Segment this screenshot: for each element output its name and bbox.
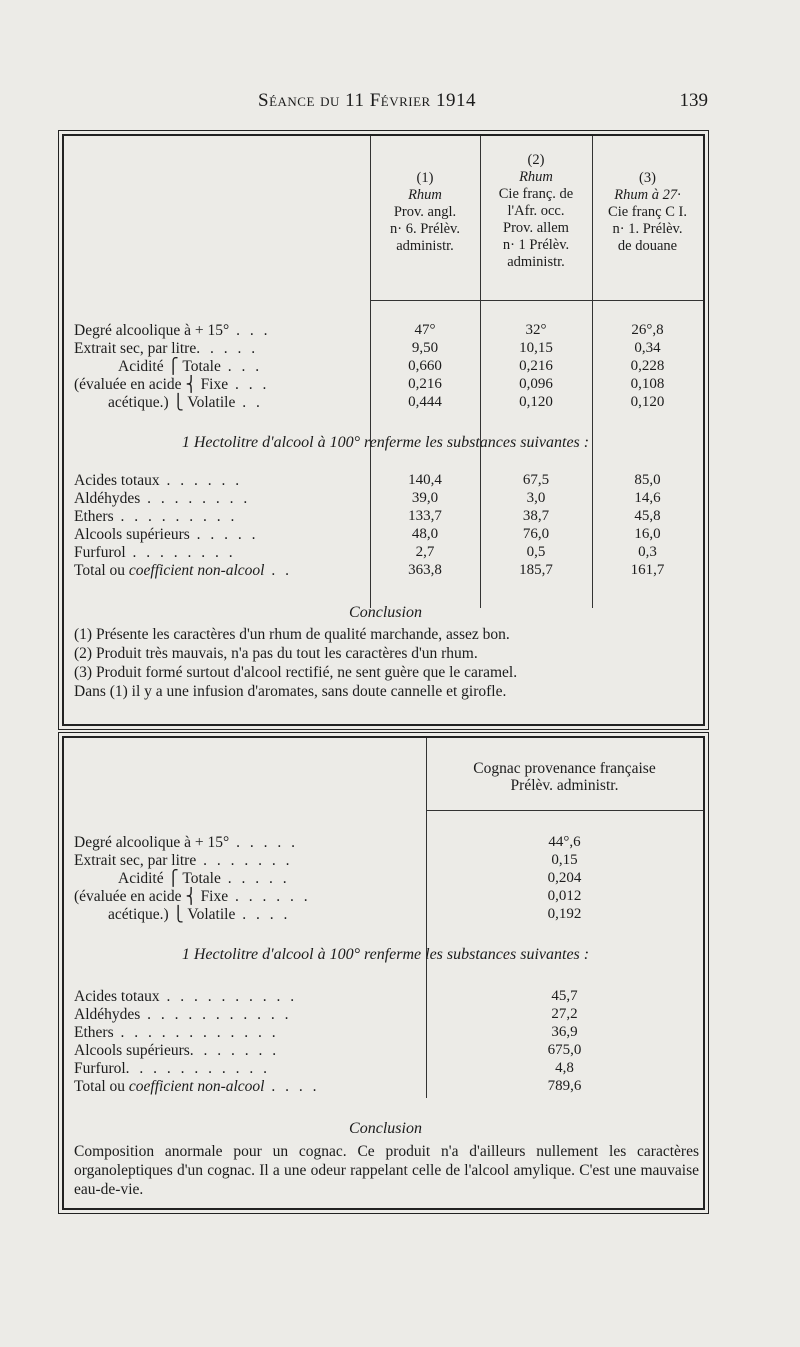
conclusion-line: (2) Produit très mauvais, n'a pas du tout les caractères d'un rhum. <box>74 645 478 662</box>
row-label: Acidité ⎧ Totale . . . <box>118 357 263 375</box>
cell-value: 0,096 <box>519 376 553 392</box>
cell-value: 47° <box>414 322 436 338</box>
cell-value: 0,5 <box>526 544 546 560</box>
cell-value: 4,8 <box>555 1060 574 1076</box>
conclusion-title: Conclusion <box>349 604 422 621</box>
cell-value: 0,444 <box>408 394 442 410</box>
cell-value: 3,0 <box>526 490 546 506</box>
row-label: Alcools supérieurs. . . . . . . <box>74 1042 280 1059</box>
cell-value: 9,50 <box>411 340 439 356</box>
cell-value: 0,15 <box>551 852 578 868</box>
row-label: (évaluée en acide ⎨ Fixe . . . . . . <box>74 887 311 905</box>
cell-value: 27,2 <box>551 1006 578 1022</box>
header-rule <box>426 810 703 811</box>
cell-value: 0,3 <box>638 544 657 560</box>
cell-value: 32° <box>525 322 547 338</box>
cell-value: 26°,8 <box>631 322 664 338</box>
row-label: Extrait sec, par litre . . . . . . . <box>74 852 293 869</box>
cell-value: 14,6 <box>634 490 661 506</box>
cell-value: 185,7 <box>519 562 553 578</box>
cell-value: 85,0 <box>634 472 661 488</box>
cell-value: 0,34 <box>634 340 661 356</box>
row-label: Aldéhydes . . . . . . . . . . . <box>74 1006 292 1023</box>
cell-value: 0,192 <box>547 906 582 922</box>
conclusion-line: Dans (1) il y a une infusion d'aromates, sans doute cannelle et girofle. <box>74 683 507 700</box>
row-label: (évaluée en acide ⎨ Fixe . . . <box>74 375 270 393</box>
cell-value: 789,6 <box>547 1078 582 1094</box>
row-label: Acides totaux . . . . . . <box>74 472 243 489</box>
cell-value: 0,120 <box>519 394 553 410</box>
cell-value: 39,0 <box>411 490 439 506</box>
cognac-table <box>62 736 705 1210</box>
row-label: Degré alcoolique à + 15° . . . <box>74 322 271 339</box>
cell-value: 161,7 <box>630 562 665 578</box>
cell-value: 38,7 <box>522 508 550 524</box>
section-subtitle: 1 Hectolitre d'alcool à 100° renferme les substances suivantes : <box>181 434 590 451</box>
cell-value: 0,012 <box>547 888 582 904</box>
cell-value: 45,7 <box>551 988 578 1004</box>
conclusion-line: (3) Produit formé surtout d'alcool rectifié, ne sent guère que le caramel. <box>74 664 518 681</box>
row-label: Acidité ⎧ Totale . . . . . <box>118 869 290 887</box>
page-number: 139 <box>679 90 708 111</box>
cell-value: 76,0 <box>522 526 550 542</box>
cell-value: 0,204 <box>547 870 582 886</box>
row-label: acétique.) ⎩ Volatile . . <box>108 393 263 411</box>
row-label: Furfurol. . . . . . . . . . . <box>74 1060 271 1077</box>
cell-value: 0,660 <box>408 358 442 374</box>
cell-value: 44°,6 <box>548 834 581 850</box>
cell-value: 10,15 <box>519 340 553 356</box>
cell-value: 0,108 <box>630 376 665 392</box>
cell-value: 67,5 <box>522 472 550 488</box>
row-label: Degré alcoolique à + 15° . . . . . <box>74 834 298 851</box>
row-label: Extrait sec, par litre. . . . . <box>74 340 259 357</box>
row-label: Total ou coefficient non-alcool . . <box>74 562 292 579</box>
cell-value: 36,9 <box>551 1024 578 1040</box>
column-head-1: (1) Rhum Prov. angl. n· 6. Prélèv. administr. <box>390 170 460 254</box>
cell-value: 16,0 <box>634 526 661 542</box>
cell-value: 133,7 <box>408 508 442 524</box>
column-head-3: (3) Rhum à 27· Cie franç C I. n· 1. Prélèv. de douane <box>608 170 687 254</box>
row-label: Aldéhydes . . . . . . . . <box>74 490 251 507</box>
conclusion-line: (1) Présente les caractères d'un rhum de qualité marchande, assez bon. <box>74 626 510 643</box>
column-head: Cognac provenance française Prélèv. administr. <box>473 760 656 794</box>
row-label: Ethers . . . . . . . . . . . . <box>74 1024 279 1041</box>
cell-value: 45,8 <box>634 508 661 524</box>
header-rule <box>370 300 703 301</box>
cell-value: 0,216 <box>408 376 442 392</box>
cell-value: 0,228 <box>630 358 665 374</box>
row-label: Acides totaux . . . . . . . . . . <box>74 988 298 1005</box>
running-head: Séance du 11 Février 1914 <box>258 90 476 111</box>
conclusion-title: Conclusion <box>349 1120 422 1137</box>
cell-value: 48,0 <box>411 526 439 542</box>
row-label: Alcools supérieurs . . . . . <box>74 526 259 543</box>
cell-value: 2,7 <box>415 544 435 560</box>
page-header <box>0 88 800 118</box>
cell-value: 0,120 <box>630 394 665 410</box>
row-label: acétique.) ⎩ Volatile . . . . <box>108 905 291 923</box>
row-label: Furfurol . . . . . . . . <box>74 544 236 561</box>
cell-value: 140,4 <box>408 472 442 488</box>
cell-value: 675,0 <box>547 1042 582 1058</box>
conclusion-text: Composition anormale pour un cognac. Ce produit n'a d'ailleurs nullement les caractères organoleptiques d'un cognac. Il a une odeur rappelant celle de l'alcool amylique. C'est une mauvaise eau-de-vie. <box>74 1143 699 1198</box>
column-head-2: (2) Rhum Cie franç. de l'Afr. occ. Prov. allem n· 1 Prélèv. administr. <box>498 152 574 270</box>
rhum-table <box>62 134 705 726</box>
cell-value: 363,8 <box>408 562 442 578</box>
section-subtitle: 1 Hectolitre d'alcool à 100° renferme les substances suivantes : <box>181 946 590 963</box>
row-label: Total ou coefficient non-alcool . . . . <box>74 1078 320 1095</box>
cell-value: 0,216 <box>519 358 553 374</box>
row-label: Ethers . . . . . . . . . <box>74 508 238 525</box>
